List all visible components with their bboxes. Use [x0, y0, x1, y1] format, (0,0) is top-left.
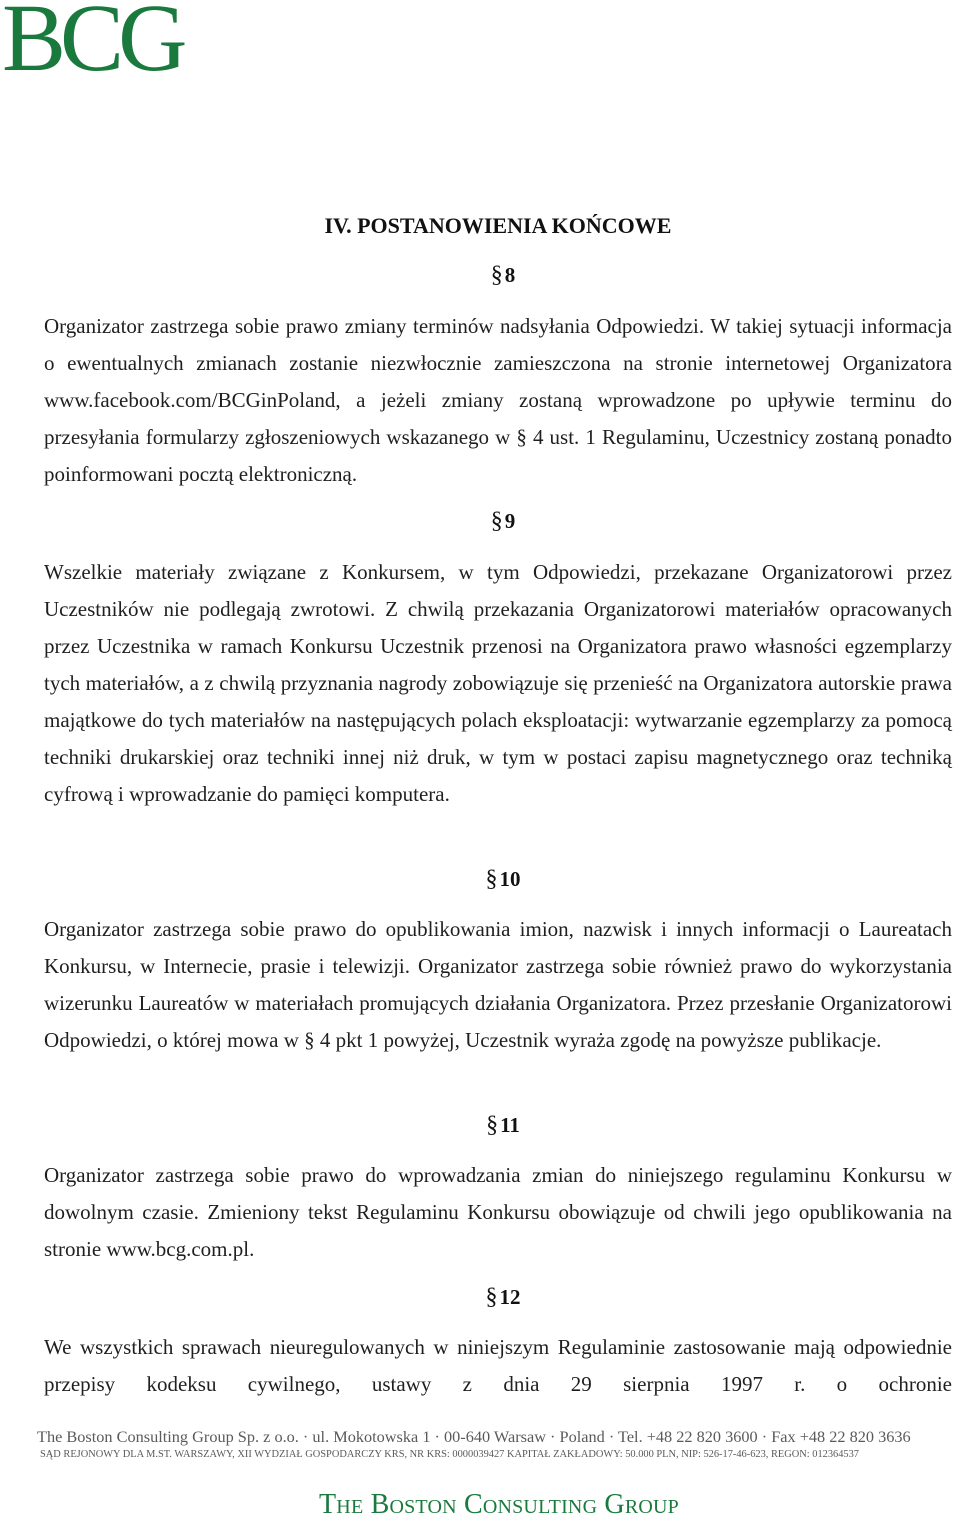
section-sign: § — [485, 866, 498, 892]
footer-address: The Boston Consulting Group Sp. z o.o. · ul. Mokotowska 1 · 00-640 Warsaw · Poland · Tel. +48 22 820 3600 · Fax +48 22 820 3636 — [37, 1427, 911, 1446]
section-title: IV. POSTANOWIENIA KOŃCOWE — [324, 213, 672, 238]
section-sign: § — [485, 1284, 498, 1310]
paragraph-number-8: §8 — [490, 262, 516, 288]
paragraph-number-10: §10 — [485, 866, 521, 892]
paragraph-11-text: Organizator zastrzega sobie prawo do wprowadzania zmian do niniejszego regulaminu Konkursu w dowolnym czasie. Zmieniony tekst Regulaminu Konkursu obowiązuje od chwili jego opublikowania na stronie www.bcg.com.pl. — [44, 1163, 952, 1261]
bcg-logo: BCG — [2, 0, 182, 91]
section-sign: § — [490, 262, 503, 288]
paragraph-number-11: §11 — [486, 1112, 520, 1138]
paragraph-9-text: Wszelkie materiały związane z Konkursem, w tym Odpowiedzi, przekazane Organizatorowi przez Uczestników nie podlegają zwrotowi. Z chwilą przekazania Organizatorowi materiałów opracowanych przez Uczestnika w ramach Konkursu Uczestnik przenosi na Organizatora prawo własności egzemplarzy tych materiałów, a z chwilą przyznania nagrody zobowiązuje się przenieść na Organizatora autorskie prawa majątkowe do tych materiałów na następujących polach eksploatacji: wytwarzanie egzemplarzy za pomocą techniki drukarskiej oraz techniki innej niż druk, w tym w postaci zapisu magnetycznego oraz techniką cyfrową i wprowadzanie do pamięci komputera. — [44, 560, 952, 806]
paragraph-number-12: §12 — [485, 1284, 521, 1310]
paragraph-8-text: Organizator zastrzega sobie prawo zmiany terminów nadsyłania Odpowiedzi. W takiej sytuacji informacja o ewentualnych zmianach zostanie niezwłocznie zamieszczona na stronie internetowej Organizatora www.facebook.com/BCGinPoland, a jeżeli zmiany zostaną wprowadzone po upływie terminu do przesyłania formularzy zgłoszeniowych wskazanego w § 4 ust. 1 Regulaminu, Uczestnicy zostaną ponadto poinformowani pocztą elektroniczną. — [44, 314, 952, 486]
section-sign: § — [490, 508, 503, 534]
paragraph-10-text: Organizator zastrzega sobie prawo do opublikowania imion, nazwisk i innych informacji o Laureatach Konkursu, w Internecie, prasie i telewizji. Organizator zastrzega sobie również prawo do wykorzystania wizerunku Laureatów w materiałach promujących działania Organizatora. Przez przesłanie Organizatorowi Odpowiedzi, o której mowa w § 4 pkt 1 powyżej, Uczestnik wyraża zgodę na powyższe publikacje. — [44, 917, 952, 1052]
section-sign: § — [486, 1112, 499, 1138]
footer-registry: SĄD REJONOWY DLA M.ST. WARSZAWY, XII WYDZIAŁ GOSPODARCZY KRS, NR KRS: 0000039427 KAPITAŁ ZAKŁADOWY: 50.000 PLN, NIP: 526-17-46-623, REGON: 012364537 — [40, 1449, 860, 1460]
paragraph-12-text: We wszystkich sprawach nieuregulowanych w niniejszym Regulaminie zastosowanie mają odpowiednie przepisy kodeksu cywilnego, ustawy z dnia 29 sierpnia 1997 r. o ochronie — [44, 1335, 952, 1396]
paragraph-number-9: §9 — [490, 508, 516, 534]
footer-brand-logo: The Boston Consulting Group — [319, 1489, 679, 1520]
